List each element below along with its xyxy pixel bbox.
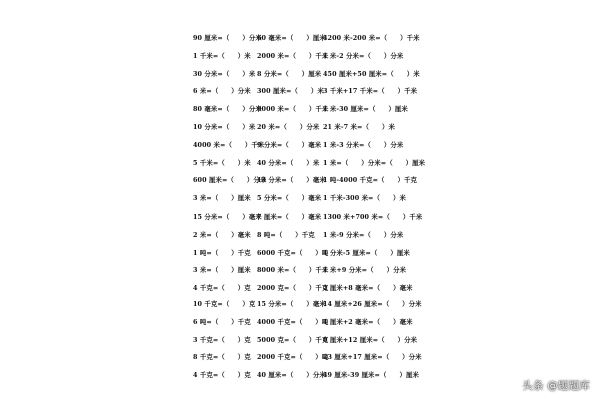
problem-text: 4 千克=（ ）克 (193, 284, 251, 293)
problem-text: 1 千米=（ ）米 (193, 51, 251, 60)
problem-text: 4000 米=（ ）千米 (193, 140, 265, 149)
problem-row (0, 174, 600, 186)
problem-row (0, 157, 600, 169)
problem-text: 7 厘米=（ ）毫米 (257, 213, 322, 221)
problem-text: 1 千米-300 米=（ ）米 (323, 194, 406, 203)
problem-text: 8 厘米+12 厘米=（ ）分米 (323, 335, 418, 344)
problem-text: 21 米-7 米=（ ）米 (323, 123, 395, 131)
problem-text: 1 米-9 分米=（ ）分米 (323, 230, 404, 239)
problem-row (0, 264, 600, 276)
problem-text: 5 分米=（ ）毫米 (257, 194, 322, 203)
problem-text: 30 分米=（ ）米 (193, 69, 256, 78)
problem-text: 1 分米-5 厘米=（ ）厘米 (323, 248, 410, 257)
problem-text: 6 米=（ ）分米 (193, 87, 251, 96)
problem-row (0, 282, 600, 294)
problem-row (0, 351, 600, 363)
problem-text: 450 厘米+50 厘米=（ ）米 (323, 69, 420, 78)
problem-text: 8 千克=（ ）克 (193, 353, 251, 362)
problem-text: 9 分米=（ ）毫米 (257, 140, 322, 149)
problem-text: 1 米-2 分米=（ ）分米 (323, 51, 404, 60)
problem-row (0, 50, 600, 62)
problem-text: 80 毫米=（ ）分米 (193, 105, 262, 114)
problem-row (0, 121, 600, 133)
problem-row (0, 103, 600, 115)
problem-text: 40 分米=（ ）米 (257, 158, 320, 167)
problem-text: 5 千米=（ ）米 (193, 158, 251, 167)
problem-text: 6 吨=（ ）千克 (193, 317, 251, 326)
problem-text: 600 厘米=（ ）分米 (193, 176, 267, 185)
problem-text: 2000 米=（ ）千米 (257, 51, 329, 60)
problem-text: 3 千米+17 千米=（ ）千米 (323, 87, 418, 96)
problem-text: 2 厘米+8 毫米=（ ）毫米 (323, 284, 413, 293)
problem-text: 3 米=（ ）厘米 (193, 266, 251, 275)
problem-text: 5000 克=（ ）千克 (257, 335, 329, 344)
problem-row (0, 229, 600, 241)
problem-row (0, 298, 600, 310)
problem-row (0, 32, 600, 44)
problem-text: 4 千克=（ ）克 (193, 371, 251, 380)
problem-text: 1 吨=（ ）千克 (193, 248, 251, 257)
problem-row (0, 68, 600, 80)
problem-row (0, 211, 600, 223)
problem-text: 15 分米=（ ）毫米 (193, 213, 262, 221)
problem-text: 90 厘米=（ ）分米 (193, 34, 262, 42)
problem-text: 6000 千克=（ ）吨 (257, 248, 329, 257)
problem-text: 8000 米=（ ）千米 (257, 266, 329, 275)
problem-text: 1 米=（ ）分米=（ ）厘米 (323, 158, 426, 167)
problem-text: 9000 米=（ ）千米 (257, 105, 329, 114)
problem-text: 8 分米=（ ）厘米 (257, 69, 322, 78)
problem-text: 1300 米+700 米=（ ）千米 (323, 213, 423, 221)
problem-text: 2000 千克=（ ）吨 (257, 353, 329, 362)
problem-text: 1 米-30 厘米=（ ）厘米 (323, 105, 408, 114)
problem-text: 60 毫米=（ ）厘米 (257, 34, 326, 42)
problem-row (0, 85, 600, 97)
problem-text: 2000 克=（ ）千克 (257, 284, 329, 293)
problem-text: 4000 千克=（ ）吨 (257, 317, 329, 326)
problem-text: 40 厘米=（ ）分米 (257, 371, 326, 380)
problem-text: 1 厘米+2 毫米=（ ）毫米 (323, 317, 413, 326)
problem-row (0, 369, 600, 381)
problem-text: 4200 米-200 米=（ ）千米 (323, 34, 420, 42)
problem-text: 1 米+9 分米=（ ）分米 (323, 266, 407, 275)
problem-text: 49 厘米-39 厘米=（ ）厘米 (323, 371, 419, 380)
problem-text: 3 千克=（ ）克 (193, 335, 251, 344)
watermark: 头条 @题题库 (522, 380, 590, 392)
problem-text: 20 米=（ ）分米 (257, 123, 320, 131)
problem-text: 3 米=（ ）厘米 (193, 194, 251, 203)
problem-text: 23 厘米+17 厘米=（ ）分米 (323, 353, 422, 362)
problem-text: 13 分米=（ ）毫米 (257, 176, 326, 185)
problem-text: 1 米-3 分米=（ ）分米 (323, 140, 404, 149)
problem-text: 8 吨=（ ）千克 (257, 230, 315, 239)
problem-text: 10 分米=（ ）米 (193, 123, 256, 131)
problem-row (0, 334, 600, 346)
problem-text: 15 分米=（ ）毫米 (257, 300, 326, 308)
problem-text: 2 米=（ ）毫米 (193, 230, 251, 239)
problem-row (0, 247, 600, 259)
problem-row (0, 139, 600, 151)
problem-text: 14 厘米+26 厘米=（ ）分米 (323, 300, 422, 308)
problem-text: 1 吨-4000 千克=（ ）千克 (323, 176, 418, 185)
problem-text: 10 千克=（ ）克 (193, 300, 256, 308)
problem-row (0, 316, 600, 328)
problem-text: 300 厘米=（ ）米 (257, 87, 324, 96)
problem-row (0, 192, 600, 204)
